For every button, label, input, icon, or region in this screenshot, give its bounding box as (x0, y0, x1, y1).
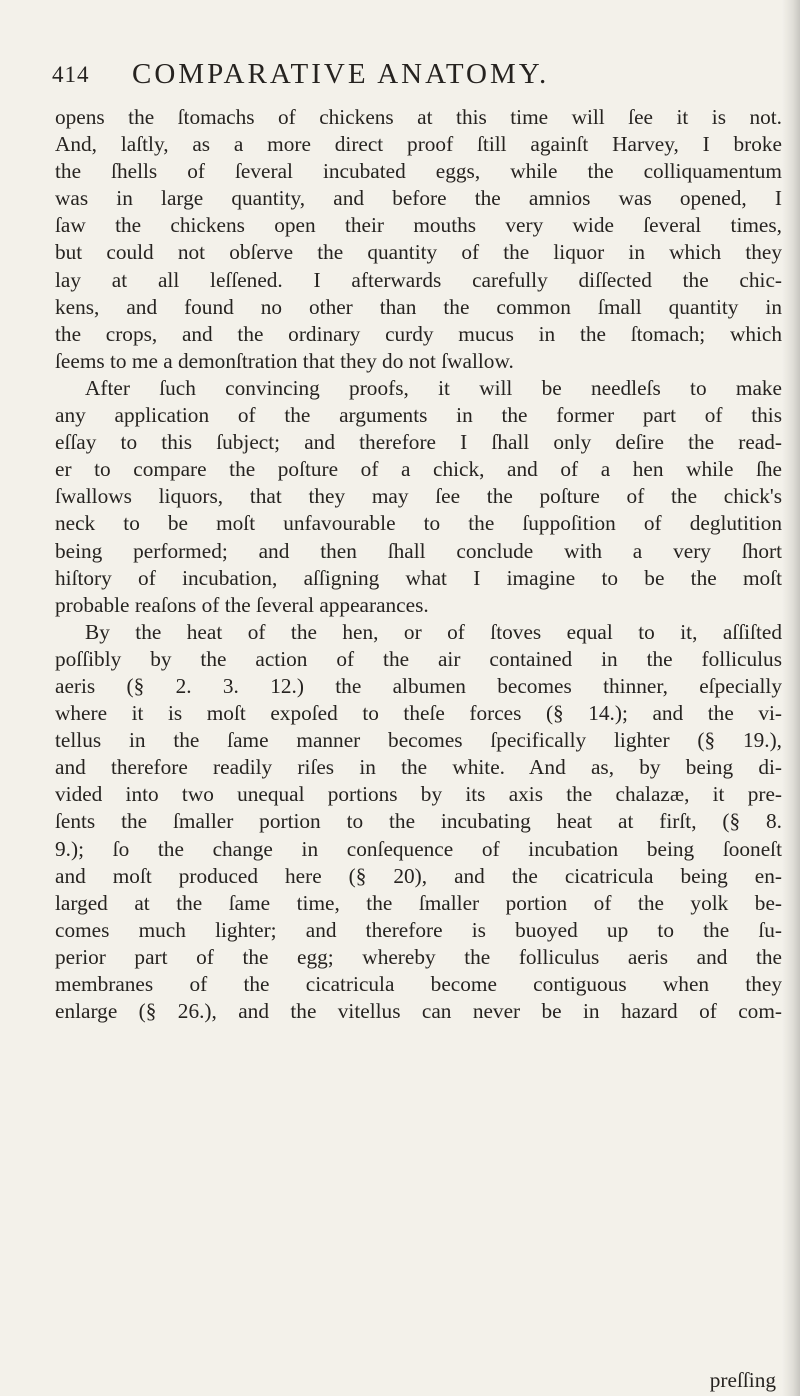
text-line: probable reaſons of the ſeveral appearances. (55, 592, 429, 617)
text-line: neck to be moſt unfavourable to the ſuppoſition of deglutition (55, 511, 782, 536)
text-line: And, laſtly, as a more direct proof ſtill againſt Harvey, I broke (55, 132, 782, 157)
paragraph-start-line: By the heat of the hen, or of ſtoves equal to it, aſſiſted (85, 619, 782, 644)
running-title: COMPARATIVE ANATOMY. (132, 58, 550, 90)
text-line: where it is moſt expoſed to theſe forces (§ 14.); and the vi- (55, 701, 782, 726)
text-line: was in large quantity, and before the amnios was opened, I (55, 186, 782, 211)
text-line: kens, and found no other than the common ſmall quantity in (55, 294, 782, 319)
catchword: preſſing (709, 1368, 776, 1392)
text-line: ſwallows liquors, that they may ſee the poſture of the chick's (55, 484, 782, 509)
body-text (55, 104, 782, 1025)
page-number: 414 (52, 62, 90, 87)
text-line: poſſibly by the action of the air contained in the folliculus (55, 646, 782, 671)
text-line: tellus in the ſame manner becomes ſpecifically lighter (§ 19.), (55, 728, 782, 753)
text-line: hiſtory of incubation, aſſigning what I imagine to be the moſt (55, 565, 782, 590)
text-line: comes much lighter; and therefore is buoyed up to the ſu- (55, 917, 782, 942)
running-head (52, 58, 752, 98)
text-line: being performed; and then ſhall conclude with a very ſhort (55, 538, 782, 563)
text-line: er to compare the poſture of a chick, and of a hen while ſhe (55, 457, 782, 482)
text-line: enlarge (§ 26.), and the vitellus can never be in hazard of com- (55, 999, 782, 1024)
text-line: 9.); ſo the change in conſequence of incubation being ſooneſt (55, 836, 782, 861)
text-line: vided into two unequal portions by its axis the chalazæ, it pre- (55, 782, 782, 807)
text-line: the crops, and the ordinary curdy mucus in the ſtomach; which (55, 321, 782, 346)
text-line: ſaw the chickens open their mouths very wide ſeveral times, (55, 213, 782, 238)
text-line: any application of the arguments in the former part of this (55, 403, 782, 428)
text-line: membranes of the cicatricula become contiguous when they (55, 972, 782, 996)
text-line: the ſhells of ſeveral incubated eggs, while the colliquamentum (55, 159, 782, 184)
text-line: ſents the ſmaller portion to the incubating heat at firſt, (§ 8. (55, 809, 782, 834)
text-line: aeris (§ 2. 3. 12.) the albumen becomes thinner, eſpecially (55, 673, 782, 698)
text-line: opens the ſtomachs of chickens at this time will ſee it is not. (55, 105, 782, 129)
text-line: eſſay to this ſubject; and therefore I ſhall only deſire the read- (55, 430, 782, 455)
paragraph-start-line: After ſuch convincing proofs, it will be needleſs to make (85, 375, 782, 400)
text-line: but could not obſerve the quantity of the liquor in which they (55, 240, 782, 265)
text-line: perior part of the egg; whereby the folliculus aeris and the (55, 944, 782, 969)
text-line: lay at all leſſened. I afterwards carefully diſſected the chic- (55, 267, 782, 292)
text-line: and moſt produced here (§ 20), and the cicatricula being en- (55, 863, 782, 888)
text-line: and therefore readily riſes in the white. And as, by being di- (55, 755, 782, 780)
text-line: larged at the ſame time, the ſmaller portion of the yolk be- (55, 890, 782, 915)
text-line: ſeems to me a demonſtration that they do not ſwallow. (55, 348, 514, 373)
